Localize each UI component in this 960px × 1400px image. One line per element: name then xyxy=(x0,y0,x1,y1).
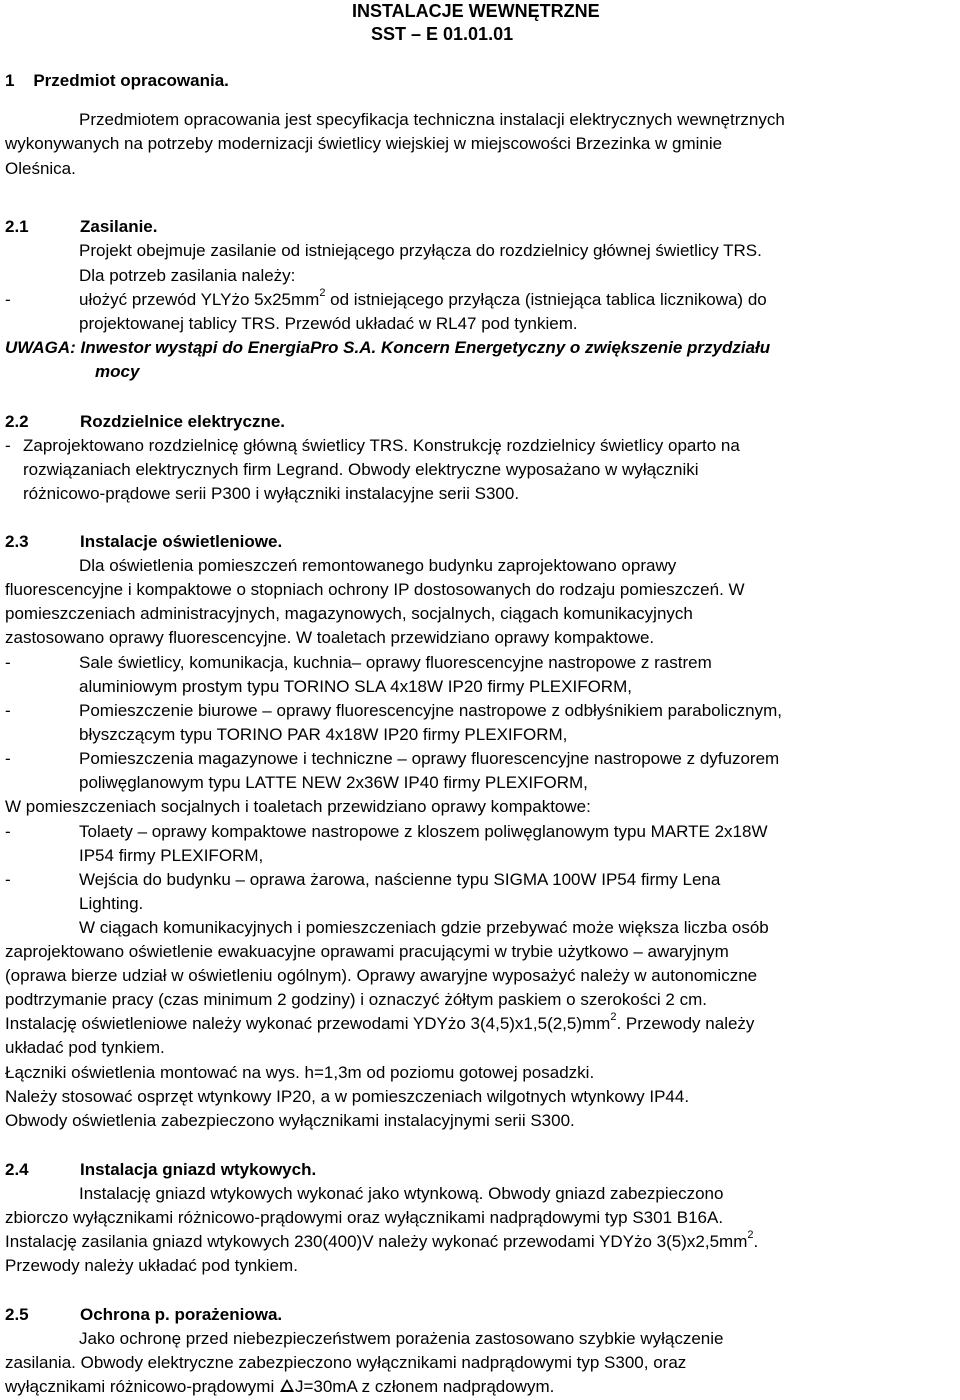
paragraph-line: Przewody należy układać pod tynkiem. xyxy=(5,1256,298,1275)
list-item-line: błyszczącym typu TORINO PAR 4x18W IP20 firmy PLEXIFORM, xyxy=(79,725,568,744)
list-item-line: Pomieszczenie biurowe – oprawy fluorescencyjne nastropowe z odbłyśnikiem parabolicznym, xyxy=(79,701,783,720)
paragraph-line xyxy=(5,1229,759,1252)
paragraph-line: Przedmiotem opracowania jest specyfikacja techniczna instalacji elektrycznych wewnętrznych xyxy=(79,110,785,129)
paragraph-line: układać pod tynkiem. xyxy=(5,1038,165,1057)
section-title: Zasilanie. xyxy=(80,217,158,236)
list-item-line: aluminiowym prostym typu TORINO SLA 4x18W IP20 firmy PLEXIFORM, xyxy=(79,677,632,696)
list-item-line: IP54 firmy PLEXIFORM, xyxy=(79,846,264,865)
section-2-1-heading xyxy=(5,217,157,237)
section-number: 2.1 xyxy=(5,217,29,236)
section-2-2-heading xyxy=(5,412,285,432)
list-dash: - xyxy=(5,870,11,889)
section-number: 2.3 xyxy=(5,532,29,551)
spec-code: SST – E 01.01.01 xyxy=(371,24,514,44)
list-item-line: Tolaety – oprawy kompaktowe nastropowe z kloszem poliwęglanowym typu MARTE 2x18W xyxy=(79,822,768,841)
text-run: ułożyć przewód YLYżo 5x25mm xyxy=(79,290,320,309)
paragraph-line: Jako ochronę przed niebezpieczeństwem porażenia zastosowano szybkie wyłączenie xyxy=(79,1329,724,1348)
section-2-3-heading xyxy=(5,532,282,552)
paragraph-line: W ciągach komunikacyjnych i pomieszczeniach gdzie przebywać może większa liczba osób xyxy=(79,918,769,937)
superscript: 2 xyxy=(610,1011,617,1024)
list-dash: - xyxy=(5,653,11,672)
paragraph-line: wykonywanych na potrzeby modernizacji świetlicy wiejskiej w miejscowości Brzezinka w gminie xyxy=(5,134,723,153)
list-dash: - xyxy=(5,701,11,720)
paragraph-line: Należy stosować osprzęt wtynkowy IP20, a w pomieszczeniach wilgotnych wtynkowy IP44. xyxy=(5,1087,690,1106)
paragraph-line: Obwody oświetlenia zabezpieczono wyłącznikami instalacyjnymi serii S300. xyxy=(5,1111,575,1130)
section-number: 2.5 xyxy=(5,1305,29,1324)
text-run: Instalację zasilania gniazd wtykowych 230(400)V należy wykonać przewodami YDYżo 3(5)x2,5mm xyxy=(5,1232,748,1251)
list-dash: - xyxy=(5,749,11,768)
paragraph-line: Oleśnica. xyxy=(5,159,76,178)
list-item-line: różnicowo-prądowe serii P300 i wyłączniki instalacyjne serii S300. xyxy=(23,484,520,503)
paragraph-line: W pomieszczeniach socjalnych i toaletach przewidziano oprawy kompaktowe: xyxy=(5,797,591,816)
list-item-line: Sale świetlicy, komunikacja, kuchnia– oprawy fluorescencyjne nastropowe z rastrem xyxy=(79,653,712,672)
section-number: 2.2 xyxy=(5,412,29,431)
list-item-line xyxy=(79,287,767,310)
superscript: 2 xyxy=(319,287,326,300)
text-run: wyłącznikami różnicowo-prądowymi xyxy=(5,1377,279,1396)
list-dash: - xyxy=(5,290,11,309)
paragraph-line xyxy=(5,1011,755,1034)
paragraph-line: Dla potrzeb zasilania należy: xyxy=(79,266,296,285)
list-dash: - xyxy=(5,436,11,455)
paragraph-line: Projekt obejmuje zasilanie od istniejącego przyłącza do rozdzielnicy głównej świetlicy TRS. xyxy=(79,241,762,260)
text-run: J=30mA z członem nadprądowym. xyxy=(294,1377,555,1396)
list-item-line: Pomieszczenia magazynowe i techniczne – oprawy fluorescencyjne nastropowe z dyfuzorem xyxy=(79,749,780,768)
paragraph-line: zaprojektowano oświetlenie ewakuacyjne oprawami pracującymi w trybie użytkowo – awaryjnym xyxy=(5,942,729,961)
list-dash: - xyxy=(5,822,11,841)
list-item-line: poliwęglanowym typu LATTE NEW 2x36W IP40 firmy PLEXIFORM, xyxy=(79,773,588,792)
text-run: Instalację oświetleniowe należy wykonać przewodami YDYżo 3(4,5)x1,5(2,5)mm xyxy=(5,1014,611,1033)
paragraph-line: zbiorczo wyłącznikami różnicowo-prądowymi oraz wyłącznikami nadprądowymi typ S301 B16A. xyxy=(5,1208,724,1227)
section-title: Instalacja gniazd wtykowych. xyxy=(80,1160,317,1179)
paragraph-line: zasilania. Obwody elektryczne zabezpieczono wyłącznikami nadprądowymi typ S300, oraz xyxy=(5,1353,687,1372)
list-item-line: Lighting. xyxy=(79,894,144,913)
list-item-line: Zaprojektowano rozdzielnicę główną świetlicy TRS. Konstrukcję rozdzielnicy świetlicy oparto na xyxy=(23,436,740,455)
list-item-line: Wejścia do budynku – oprawa żarowa, naścienne typu SIGMA 100W IP54 firmy Lena xyxy=(79,870,721,889)
paragraph-line xyxy=(5,1377,554,1397)
section-number: 2.4 xyxy=(5,1160,29,1179)
paragraph-line: zastosowano oprawy fluorescencyjne. W toaletach przewidziano oprawy kompaktowe. xyxy=(5,628,655,647)
paragraph-line: Dla oświetlenia pomieszczeń remontowanego budynku zaprojektowano oprawy xyxy=(79,556,677,575)
warning-line: mocy xyxy=(95,362,140,381)
warning-line: UWAGA: Inwestor wystąpi do EnergiaPro S.A. Koncern Energetyczny o zwiększenie przydziału xyxy=(5,338,771,357)
paragraph-line: Łączniki oświetlenia montować na wys. h=1,3m od poziomu gotowej posadzki. xyxy=(5,1063,595,1082)
section-title: Ochrona p. porażeniowa. xyxy=(80,1305,283,1324)
section-2-4-heading xyxy=(5,1160,316,1180)
text-run: od istniejącego przyłącza (istniejąca tablica licznikowa) do xyxy=(325,290,767,309)
text-run: . Przewody należy xyxy=(616,1014,755,1033)
section-title: Instalacje oświetleniowe. xyxy=(80,532,283,551)
paragraph-line: fluorescencyjne i kompaktowe o stopniach ochrony IP dostosowanych do rodzaju pomieszczeń. W xyxy=(5,580,745,599)
section-1-heading: 1 Przedmiot opracowania. xyxy=(5,71,229,90)
paragraph-line: podtrzymanie pracy (czas minimum 2 godziny) i oznaczyć żółtym paskiem o szerokości 2 cm. xyxy=(5,990,707,1009)
paragraph-line: (oprawa bierze udział w oświetleniu ogólnym). Oprawy awaryjne wyposażyć należy w autonomiczne xyxy=(5,966,758,985)
section-2-5-heading xyxy=(5,1305,282,1325)
paragraph-line: pomieszczeniach administracyjnych, magazynowych, socjalnych, ciągach komunikacyjnych xyxy=(5,604,693,623)
delta-icon xyxy=(280,1379,294,1392)
list-item-line: projektowanej tablicy TRS. Przewód układać w RL47 pod tynkiem. xyxy=(79,314,578,333)
document-title: INSTALACJE WEWNĘTRZNE xyxy=(352,1,600,21)
superscript: 2 xyxy=(747,1229,754,1242)
paragraph-line: Instalację gniazd wtykowych wykonać jako wtynkową. Obwody gniazd zabezpieczono xyxy=(79,1184,724,1203)
list-item-line: rozwiązaniach elektrycznych firm Legrand. Obwody elektryczne wyposażano w wyłączniki xyxy=(23,460,699,479)
section-title: Rozdzielnice elektryczne. xyxy=(80,412,286,431)
text-run: . xyxy=(753,1232,759,1251)
